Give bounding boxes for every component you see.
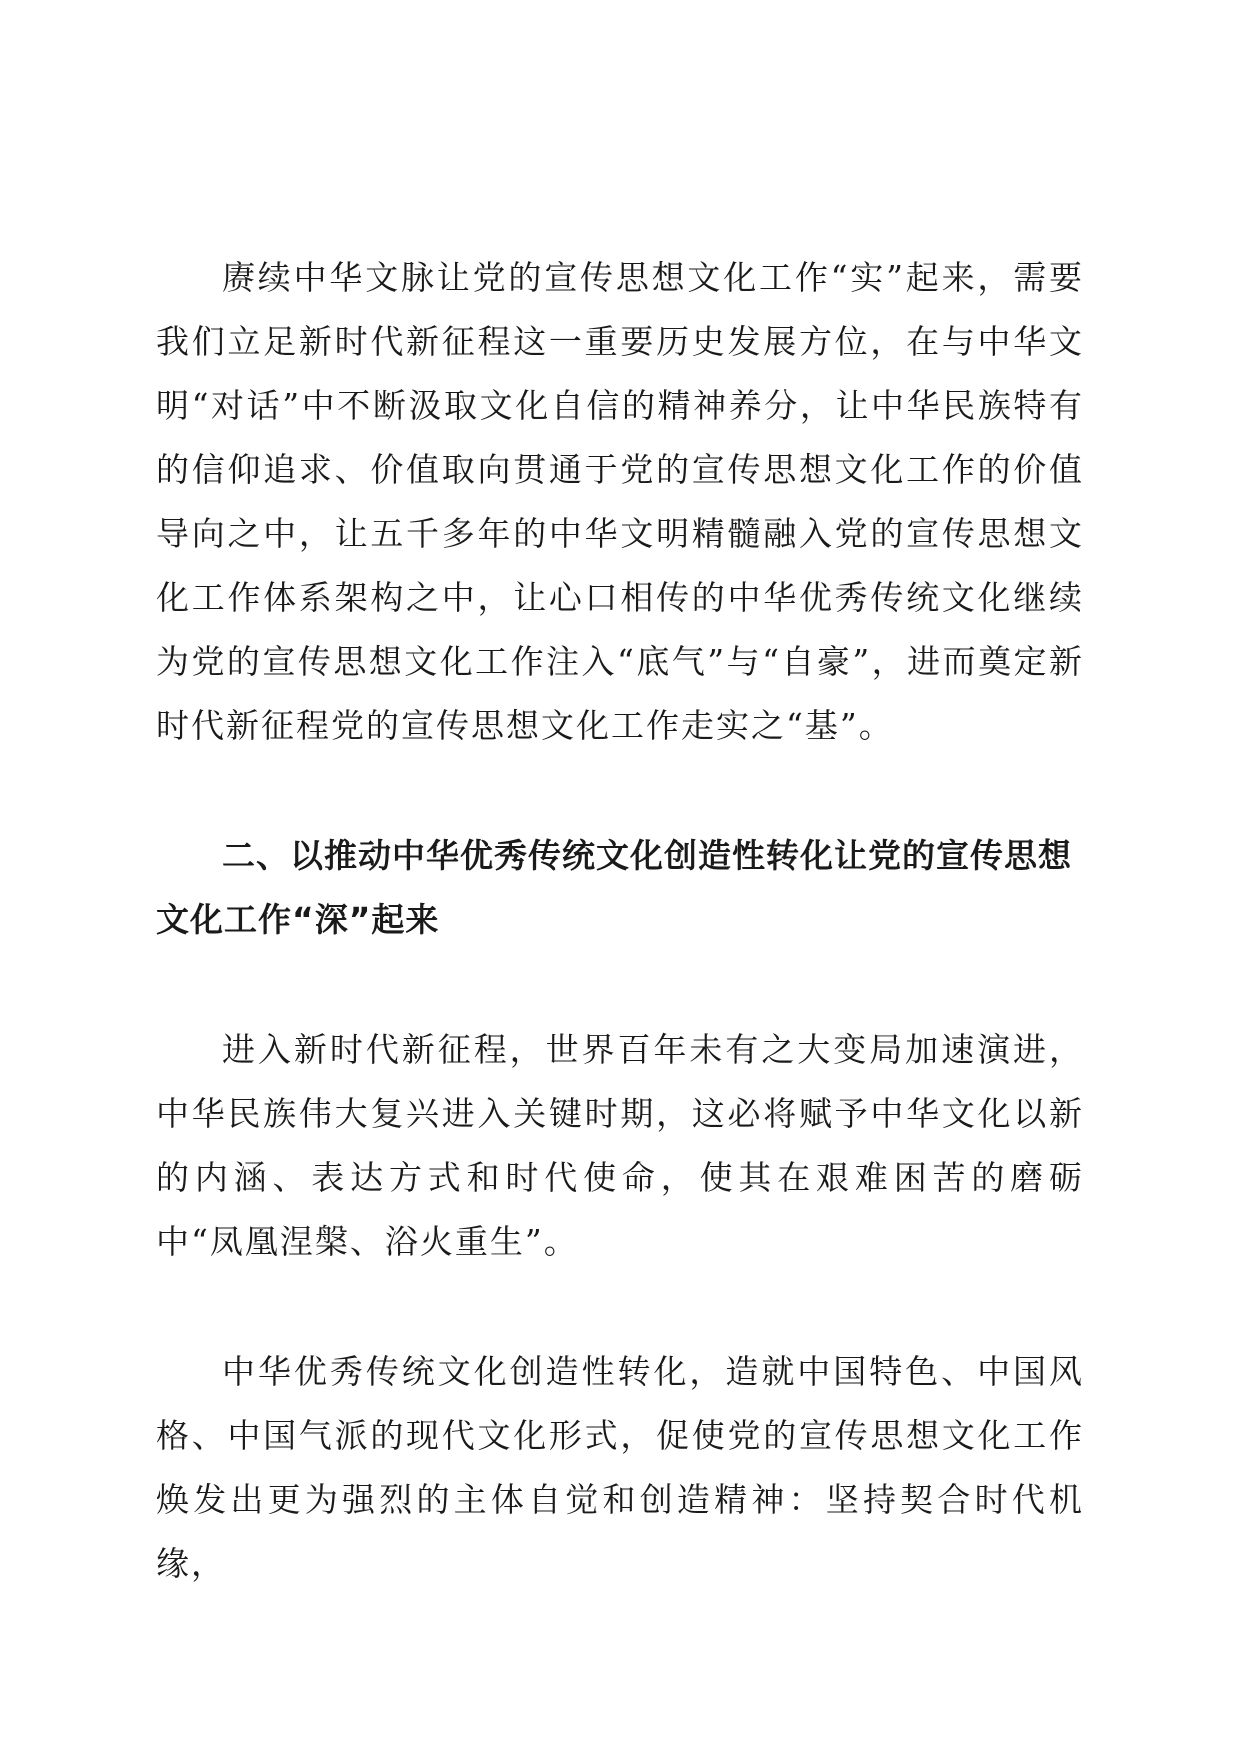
- paragraph-continuity: 赓续中华文脉让党的宣传思想文化工作“实”起来，需要我们立足新时代新征程这一重要历史发展方位，在与中华文明“对话”中不断汲取文化自信的精神养分，让中华民族特有的信仰追求、价值取向贯通于党的宣传思想文化工作的价值导向之中，让五千多年的中华文明精髓融入党的宣传思想文化工作体系架构之中，让心口相传的中华优秀传统文化继续为党的宣传思想文化工作注入“底气”与“自豪”，进而奠定新时代新征程党的宣传思想文化工作走实之“基”。: [156, 258, 1084, 745]
- section-heading-2: 二、以推动中华优秀传统文化创造性转化让党的宣传思想文化工作“深”起来: [156, 836, 1072, 939]
- paragraph-creative-transformation: 中华优秀传统文化创造性转化，造就中国特色、中国风格、中国气派的现代文化形式，促使党的宣传思想文化工作焕发出更为强烈的主体自觉和创造精神：坚持契合时代机缘，: [156, 1352, 1084, 1583]
- paragraph-new-era: 进入新时代新征程，世界百年未有之大变局加速演进，中华民族伟大复兴进入关键时期，这必将赋予中华文化以新的内涵、表达方式和时代使命，使其在艰难困苦的磨砺中“凤凰涅槃、浴火重生”。: [156, 1030, 1084, 1261]
- document-body: [156, 246, 1084, 1596]
